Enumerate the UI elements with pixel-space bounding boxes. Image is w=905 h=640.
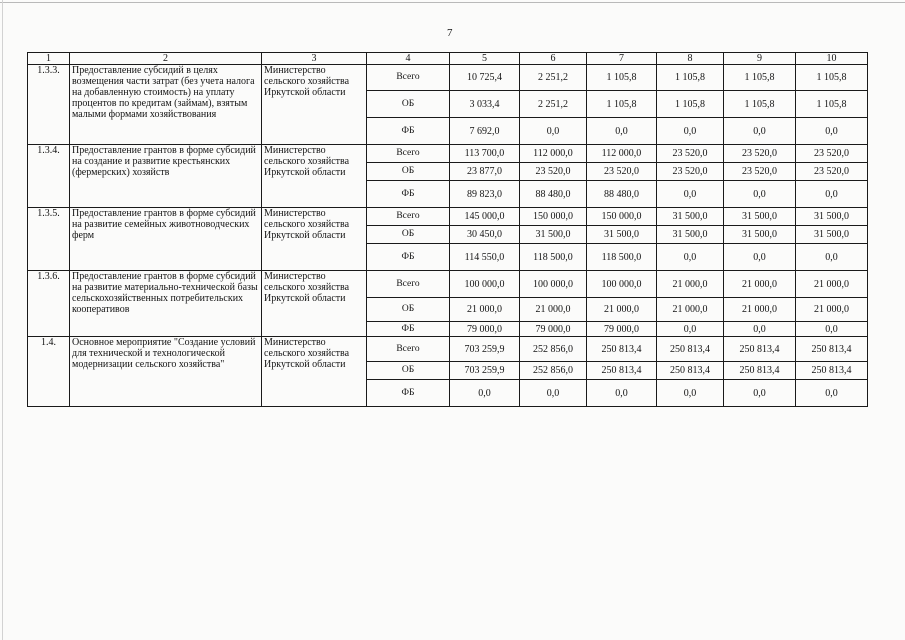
value-cell: 21 000,0 [796, 298, 868, 322]
value-cell: 0,0 [450, 380, 520, 407]
item-executor: Министерство сельского хозяйства Иркутской области [262, 145, 367, 208]
funding-source: ОБ [367, 163, 450, 181]
value-cell: 31 500,0 [657, 226, 724, 244]
value-cell: 0,0 [796, 380, 868, 407]
value-cell: 31 500,0 [724, 208, 796, 226]
item-number: 1.4. [28, 337, 70, 407]
value-cell: 250 813,4 [796, 362, 868, 380]
funding-source: Всего [367, 271, 450, 298]
table-row [28, 208, 868, 226]
col-header-9: 9 [724, 53, 796, 65]
value-cell: 88 480,0 [520, 181, 587, 208]
value-cell: 0,0 [796, 118, 868, 145]
value-cell: 23 520,0 [796, 163, 868, 181]
value-cell: 21 000,0 [796, 271, 868, 298]
col-header-10: 10 [796, 53, 868, 65]
col-header-2: 2 [70, 53, 262, 65]
item-executor: Министерство сельского хозяйства Иркутской области [262, 271, 367, 337]
item-name: Основное мероприятие "Создание условий для технической и технологической модернизации сельского хозяйства" [70, 337, 262, 407]
value-cell: 31 500,0 [796, 226, 868, 244]
program-funding-table [27, 52, 868, 407]
value-cell: 23 520,0 [657, 163, 724, 181]
value-cell: 0,0 [796, 181, 868, 208]
value-cell: 0,0 [657, 380, 724, 407]
funding-source: ОБ [367, 298, 450, 322]
col-header-5: 5 [450, 53, 520, 65]
table-row [28, 337, 868, 362]
value-cell: 2 251,2 [520, 91, 587, 118]
item-number: 1.3.5. [28, 208, 70, 271]
col-header-1: 1 [28, 53, 70, 65]
value-cell: 30 450,0 [450, 226, 520, 244]
value-cell: 31 500,0 [724, 226, 796, 244]
funding-source: Всего [367, 65, 450, 91]
value-cell: 0,0 [657, 181, 724, 208]
value-cell: 0,0 [657, 118, 724, 145]
value-cell: 79 000,0 [587, 322, 657, 337]
value-cell: 250 813,4 [587, 362, 657, 380]
funding-source: ФБ [367, 322, 450, 337]
funding-source: ФБ [367, 244, 450, 271]
value-cell: 79 000,0 [520, 322, 587, 337]
value-cell: 0,0 [724, 118, 796, 145]
value-cell: 1 105,8 [657, 65, 724, 91]
value-cell: 113 700,0 [450, 145, 520, 163]
value-cell: 100 000,0 [520, 271, 587, 298]
funding-source: ОБ [367, 226, 450, 244]
value-cell: 250 813,4 [724, 362, 796, 380]
value-cell: 0,0 [724, 322, 796, 337]
value-cell: 114 550,0 [450, 244, 520, 271]
value-cell: 88 480,0 [587, 181, 657, 208]
value-cell: 0,0 [724, 380, 796, 407]
value-cell: 1 105,8 [657, 91, 724, 118]
funding-source: Всего [367, 208, 450, 226]
col-header-4: 4 [367, 53, 450, 65]
value-cell: 1 105,8 [587, 91, 657, 118]
value-cell: 0,0 [724, 244, 796, 271]
value-cell: 1 105,8 [796, 91, 868, 118]
value-cell: 31 500,0 [587, 226, 657, 244]
value-cell: 118 500,0 [520, 244, 587, 271]
table-row [28, 65, 868, 91]
value-cell: 703 259,9 [450, 337, 520, 362]
value-cell: 0,0 [657, 244, 724, 271]
page-number: 7 [447, 27, 453, 39]
value-cell: 0,0 [796, 322, 868, 337]
value-cell: 0,0 [587, 380, 657, 407]
item-number: 1.3.3. [28, 65, 70, 145]
col-header-7: 7 [587, 53, 657, 65]
value-cell: 31 500,0 [796, 208, 868, 226]
funding-source: Всего [367, 145, 450, 163]
item-name: Предоставление грантов в форме субсидий на развитие семейных животноводческих ферм [70, 208, 262, 271]
value-cell: 0,0 [796, 244, 868, 271]
value-cell: 1 105,8 [796, 65, 868, 91]
value-cell: 150 000,0 [520, 208, 587, 226]
value-cell: 250 813,4 [796, 337, 868, 362]
value-cell: 21 000,0 [724, 298, 796, 322]
value-cell: 0,0 [587, 118, 657, 145]
value-cell: 100 000,0 [587, 271, 657, 298]
value-cell: 250 813,4 [657, 337, 724, 362]
value-cell: 112 000,0 [587, 145, 657, 163]
scan-edge-left [2, 0, 3, 640]
item-name: Предоставление грантов в форме субсидий на развитие материально-технической базы сельскохозяйственных потребительских кооперативов [70, 271, 262, 337]
value-cell: 23 877,0 [450, 163, 520, 181]
funding-source: ОБ [367, 362, 450, 380]
value-cell: 31 500,0 [657, 208, 724, 226]
value-cell: 112 000,0 [520, 145, 587, 163]
item-executor: Министерство сельского хозяйства Иркутской области [262, 208, 367, 271]
value-cell: 21 000,0 [724, 271, 796, 298]
value-cell: 1 105,8 [587, 65, 657, 91]
value-cell: 23 520,0 [520, 163, 587, 181]
value-cell: 252 856,0 [520, 362, 587, 380]
table-row [28, 145, 868, 163]
value-cell: 10 725,4 [450, 65, 520, 91]
value-cell: 23 520,0 [724, 163, 796, 181]
header-row [28, 53, 868, 65]
item-executor: Министерство сельского хозяйства Иркутской области [262, 337, 367, 407]
value-cell: 145 000,0 [450, 208, 520, 226]
value-cell: 250 813,4 [587, 337, 657, 362]
funding-source: ФБ [367, 380, 450, 407]
value-cell: 2 251,2 [520, 65, 587, 91]
value-cell: 31 500,0 [520, 226, 587, 244]
value-cell: 23 520,0 [796, 145, 868, 163]
value-cell: 703 259,9 [450, 362, 520, 380]
funding-source: ОБ [367, 91, 450, 118]
col-header-8: 8 [657, 53, 724, 65]
value-cell: 252 856,0 [520, 337, 587, 362]
value-cell: 79 000,0 [450, 322, 520, 337]
value-cell: 250 813,4 [724, 337, 796, 362]
value-cell: 21 000,0 [587, 298, 657, 322]
value-cell: 3 033,4 [450, 91, 520, 118]
value-cell: 7 692,0 [450, 118, 520, 145]
scan-edge-top [0, 2, 905, 3]
item-number: 1.3.6. [28, 271, 70, 337]
value-cell: 21 000,0 [657, 298, 724, 322]
funding-source: ФБ [367, 181, 450, 208]
item-executor: Министерство сельского хозяйства Иркутской области [262, 65, 367, 145]
value-cell: 100 000,0 [450, 271, 520, 298]
col-header-6: 6 [520, 53, 587, 65]
value-cell: 1 105,8 [724, 65, 796, 91]
value-cell: 0,0 [520, 118, 587, 145]
value-cell: 23 520,0 [724, 145, 796, 163]
table-row [28, 271, 868, 298]
value-cell: 23 520,0 [587, 163, 657, 181]
value-cell: 21 000,0 [657, 271, 724, 298]
value-cell: 1 105,8 [724, 91, 796, 118]
value-cell: 21 000,0 [450, 298, 520, 322]
value-cell: 118 500,0 [587, 244, 657, 271]
item-number: 1.3.4. [28, 145, 70, 208]
funding-source: Всего [367, 337, 450, 362]
value-cell: 250 813,4 [657, 362, 724, 380]
funding-source: ФБ [367, 118, 450, 145]
value-cell: 0,0 [657, 322, 724, 337]
value-cell: 21 000,0 [520, 298, 587, 322]
item-name: Предоставление грантов в форме субсидий на создание и развитие крестьянских (фермерских) хозяйств [70, 145, 262, 208]
item-name: Предоставление субсидий в целях возмещения части затрат (без учета налога на добавленную стоимость) на уплату процентов по кредитам (займам), взятым малыми формами хозяйствования [70, 65, 262, 145]
col-header-3: 3 [262, 53, 367, 65]
value-cell: 23 520,0 [657, 145, 724, 163]
value-cell: 150 000,0 [587, 208, 657, 226]
value-cell: 0,0 [724, 181, 796, 208]
value-cell: 89 823,0 [450, 181, 520, 208]
value-cell: 0,0 [520, 380, 587, 407]
